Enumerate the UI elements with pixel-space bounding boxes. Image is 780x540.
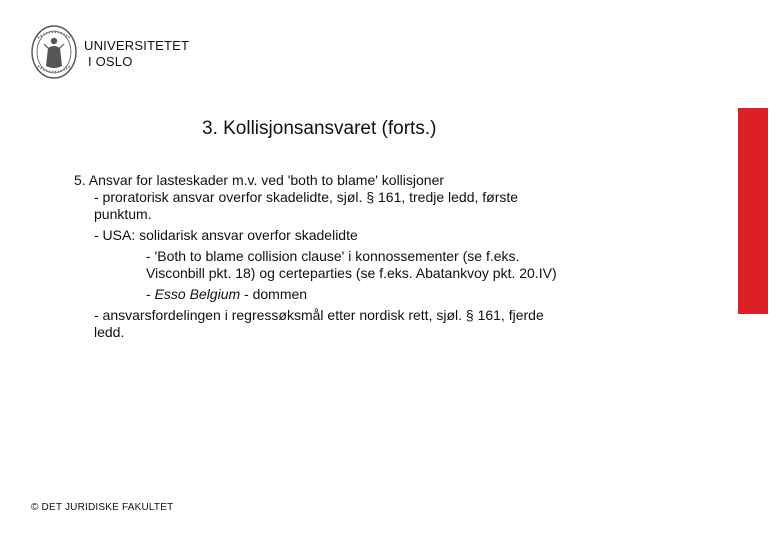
section-heading: 5. Ansvar for lasteskader m.v. ved 'both to blame' kollisjoner	[74, 172, 445, 188]
sub-item-2	[74, 286, 634, 303]
sub-item-2-rest: - dommen	[240, 286, 308, 302]
institution-line-2: I OSLO	[88, 54, 133, 69]
slide-title: 3. Kollisjonsansvaret (forts.)	[202, 118, 437, 139]
institution-line-1: UNIVERSITETET	[84, 38, 190, 53]
institution-name	[84, 38, 189, 70]
accent-bar	[738, 108, 768, 314]
item-3-line-2: ledd.	[94, 324, 125, 340]
case-name: Esso Belgium	[154, 286, 241, 302]
sub-item-1-line-1: - 'Both to blame collision clause' i konnossementer (se f.eks.	[146, 248, 520, 264]
item-1-line-1: - proratorisk ansvar overfor skadelidte, sjøl. § 161, tredje ledd, første	[94, 189, 519, 205]
item-1-line-2: punktum.	[94, 206, 152, 222]
university-seal-logo	[30, 24, 78, 80]
slide-body	[74, 172, 634, 341]
item-3-line-1: - ansvarsfordelingen i regressøksmål etter nordisk rett, sjøl. § 161, fjerde	[94, 307, 544, 323]
sub-item-2-dash: -	[146, 286, 155, 302]
sub-item-1-line-2: Visconbill pkt. 18) og certeparties (se f.eks. Abatankvoy pkt. 20.IV)	[146, 265, 557, 281]
item-2: - USA: solidarisk ansvar overfor skadelidte	[94, 227, 358, 243]
footer-copyright: © DET JURIDISKE FAKULTET	[31, 502, 174, 513]
